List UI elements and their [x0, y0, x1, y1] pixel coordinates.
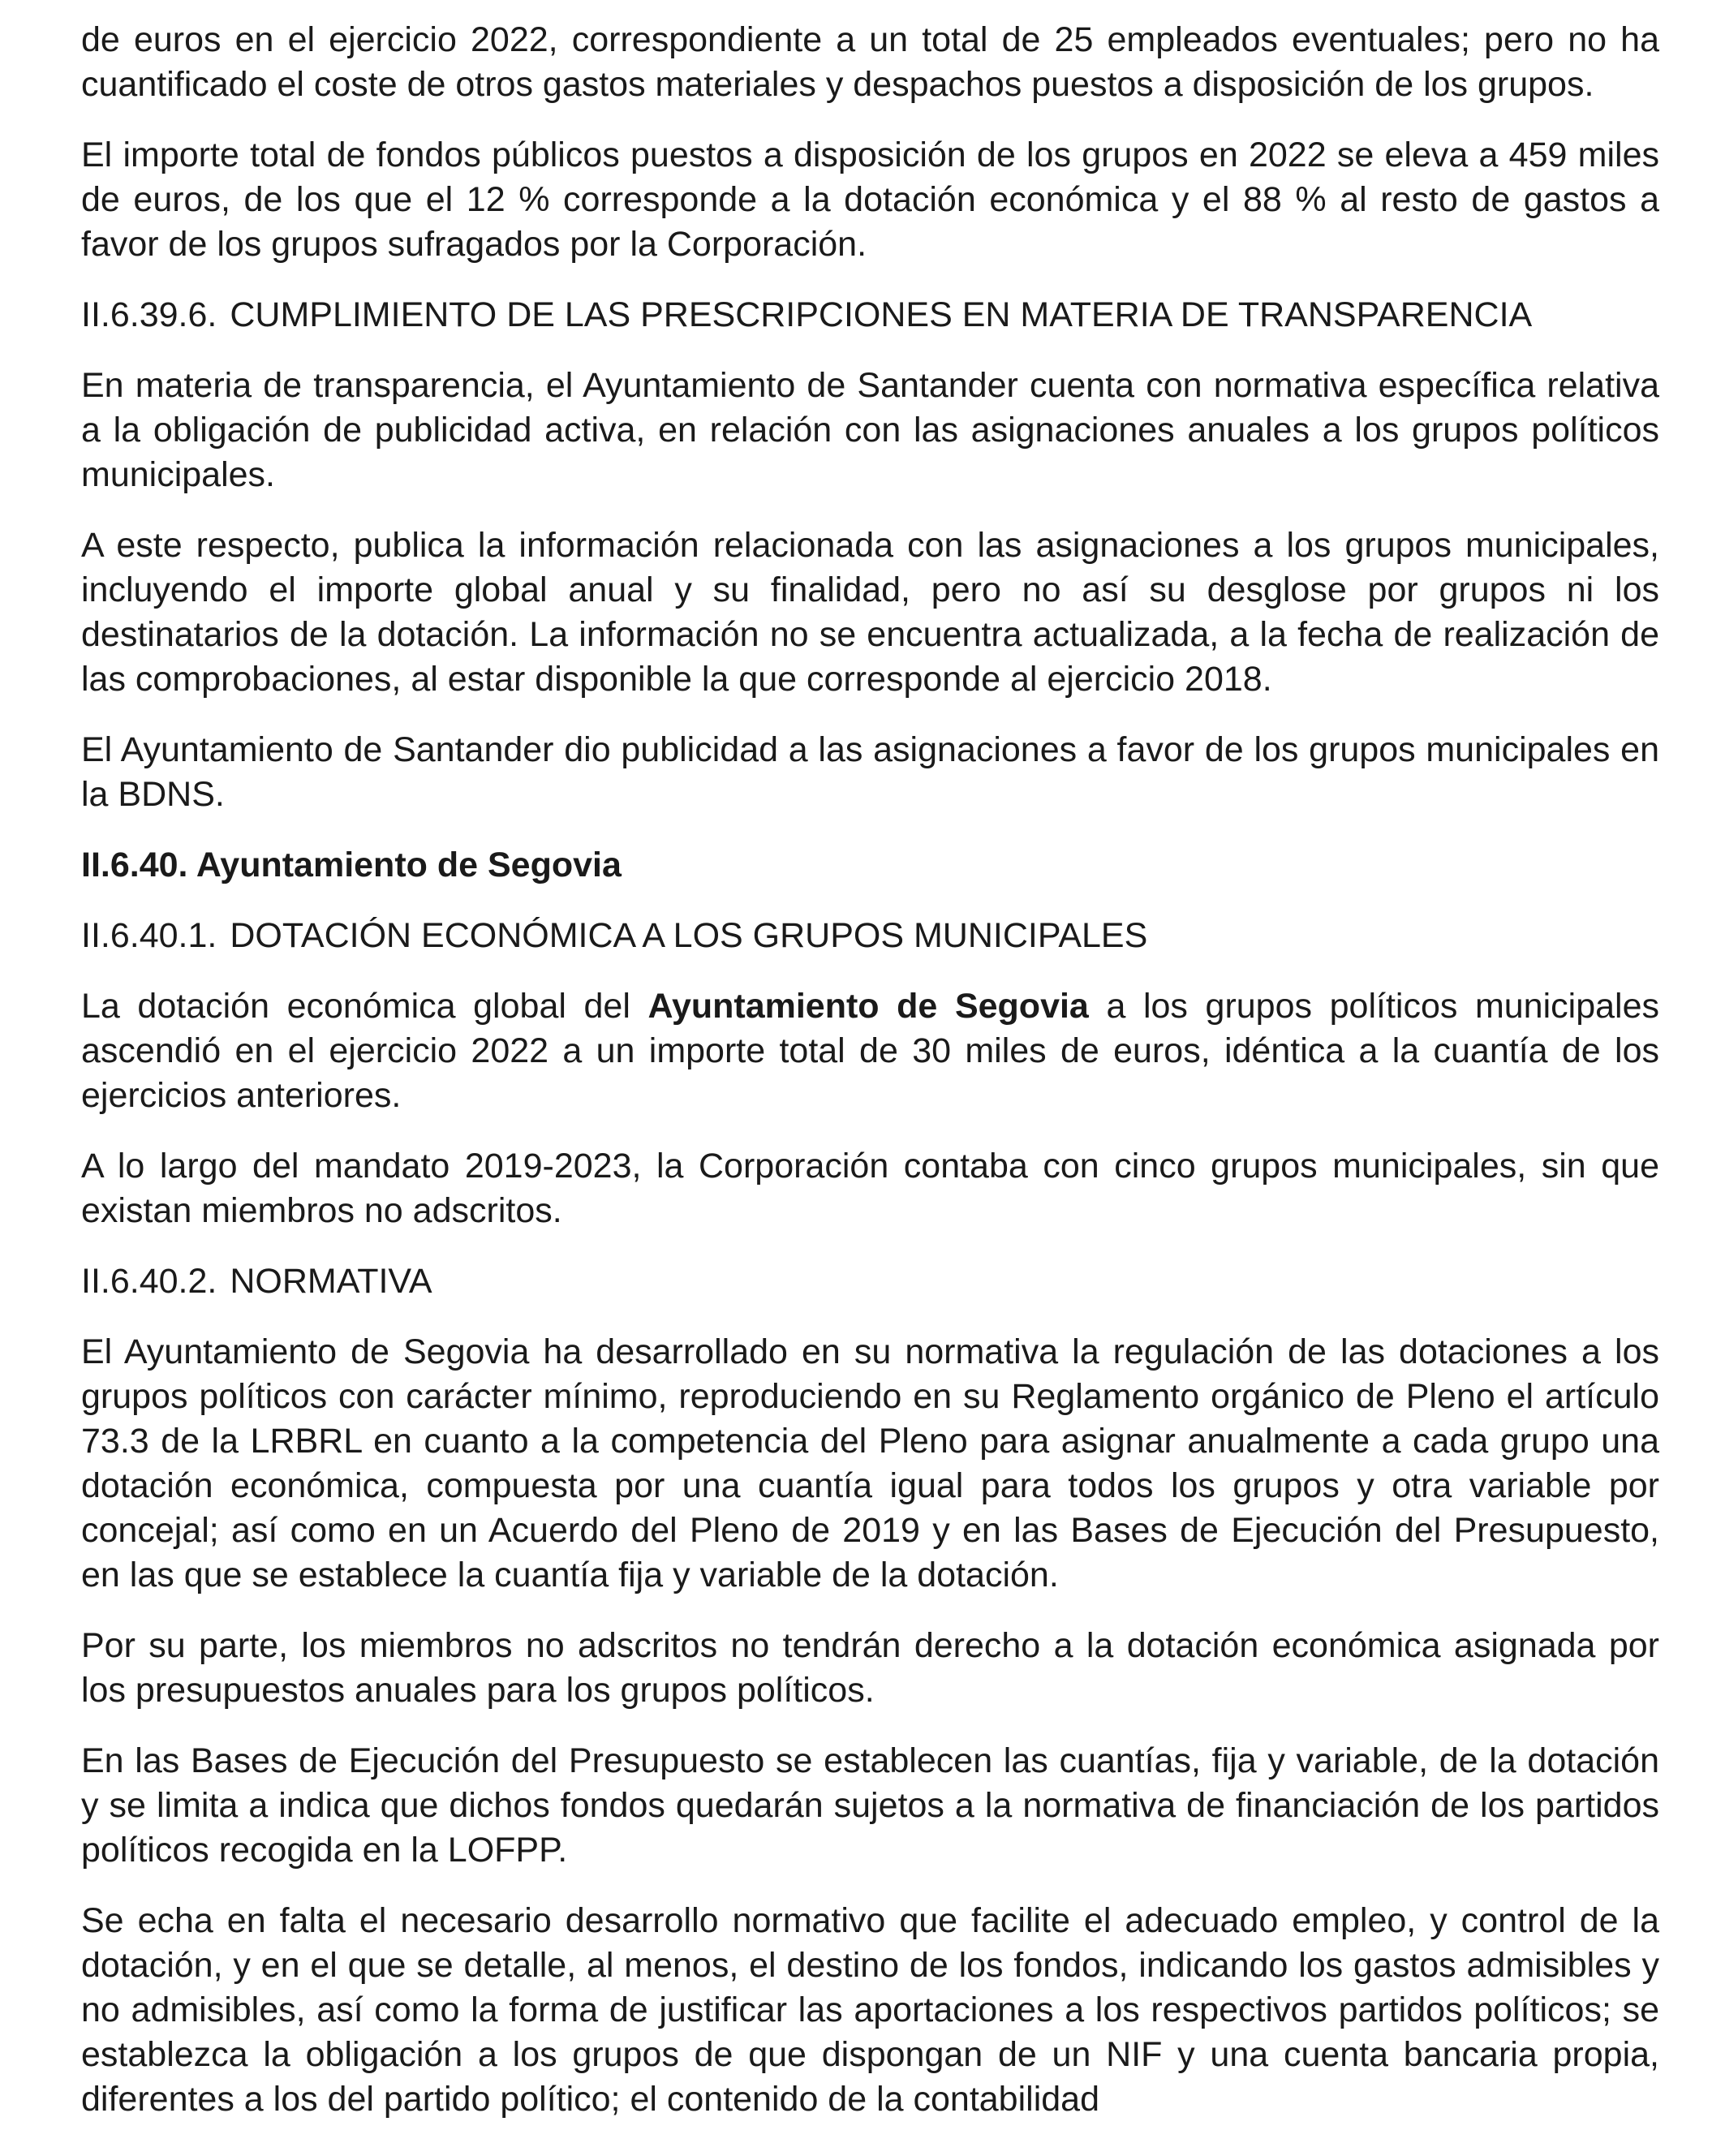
section-heading-segovia: II.6.40. Ayuntamiento de Segovia	[81, 846, 622, 884]
section-heading-economic-allocation	[81, 914, 1659, 958]
document-page	[81, 18, 1659, 2122]
section-number: II.6.40.1.	[81, 916, 217, 955]
section-number: II.6.39.6.	[81, 295, 217, 334]
section-number: II.6.40.2.	[81, 1262, 217, 1301]
bold-entity-name: Ayuntamiento de Segovia	[647, 987, 1089, 1026]
paragraph-global-allocation	[81, 984, 1659, 1118]
section-title: DOTACIÓN ECONÓMICA A LOS GRUPOS MUNICIPALES	[230, 916, 1148, 955]
section-title: CUMPLIMIENTO DE LAS PRESCRIPCIONES EN MATERIA DE TRANSPARENCIA	[230, 295, 1533, 334]
paragraph-non-attached-members: Por su parte, los miembros no adscritos no tendrán derecho a la dotación económica asignada por los presupuestos anuales para los grupos políticos.	[81, 1626, 1659, 1710]
paragraph-segovia-regulation: El Ayuntamiento de Segovia ha desarrollado en su normativa la regulación de las dotaciones a los grupos políticos con carácter mínimo, reproduciendo en su Reglamento orgánico de Pleno el artículo 73.3 de la LRBRL en cuanto a la competencia del Pleno para asignar anualmente a cada grupo una dotación económica, compuesta por una cuantía igual para todos los grupos y otra variable por concejal; así como en un Acuerdo del Pleno de 2019 y en las Bases de Ejecución del Presupuesto, en las que se establece la cuantía fija y variable de la dotación.	[81, 1332, 1659, 1594]
section-heading-transparency	[81, 293, 1659, 338]
paragraph-bdns-publicity: El Ayuntamiento de Santander dio publicidad a las asignaciones a favor de los grupos municipales en la BDNS.	[81, 730, 1659, 814]
section-heading-regulation	[81, 1259, 1659, 1304]
paragraph-transparency-regulation: En materia de transparencia, el Ayuntamiento de Santander cuenta con normativa específica relativa a la obligación de publicidad activa, en relación con las asignaciones anuales a los grupos políticos municipales.	[81, 366, 1659, 494]
text-run: a los grupos políticos municipales ascendió en el ejercicio 2022 a un importe total de 30 miles de euros, idéntica a la cuantía de los ejercicios anteriores.	[81, 987, 1660, 1115]
paragraph-costs-eventual-staff: de euros en el ejercicio 2022, correspondiente a un total de 25 empleados eventuales; pero no ha cuantificado el coste de otros gastos materiales y despachos puestos a disposición de los grupos.	[81, 20, 1659, 104]
section-title: NORMATIVA	[230, 1262, 432, 1301]
text-run: La dotación económica global del	[81, 987, 648, 1026]
paragraph-lacking-development: Se echa en falta el necesario desarrollo normativo que facilite el adecuado empleo, y control de la dotación, y en el que se detalle, al menos, el destino de los fondos, indicando los gastos admisibles y no admisibles, así como la forma de justificar las aportaciones a los respectivos partidos políticos; se establezca la obligación a los grupos de que dispongan de un NIF y una cuenta bancaria propia, diferentes a los del partido político; el contenido de la contabilidad	[81, 1901, 1659, 2119]
paragraph-mandate-groups: A lo largo del mandato 2019-2023, la Corporación contaba con cinco grupos municipales, sin que existan miembros no adscritos.	[81, 1147, 1659, 1230]
paragraph-budget-bases: En las Bases de Ejecución del Presupuesto se establecen las cuantías, fija y variable, de la dotación y se limita a indica que dichos fondos quedarán sujetos a la normativa de financiación de los partidos políticos recogida en la LOFPP.	[81, 1741, 1659, 1870]
paragraph-published-information: A este respecto, publica la información relacionada con las asignaciones a los grupos municipales, incluyendo el importe global anual y su finalidad, pero no así su desglose por grupos ni los destinatarios de la dotación. La información no se encuentra actualizada, a la fecha de realización de las comprobaciones, al estar disponible la que corresponde al ejercicio 2018.	[81, 526, 1659, 699]
paragraph-total-public-funds: El importe total de fondos públicos puestos a disposición de los grupos en 2022 se eleva a 459 miles de euros, de los que el 12 % corresponde a la dotación económica y el 88 % al resto de gastos a favor de los grupos sufragados por la Corporación.	[81, 136, 1659, 264]
